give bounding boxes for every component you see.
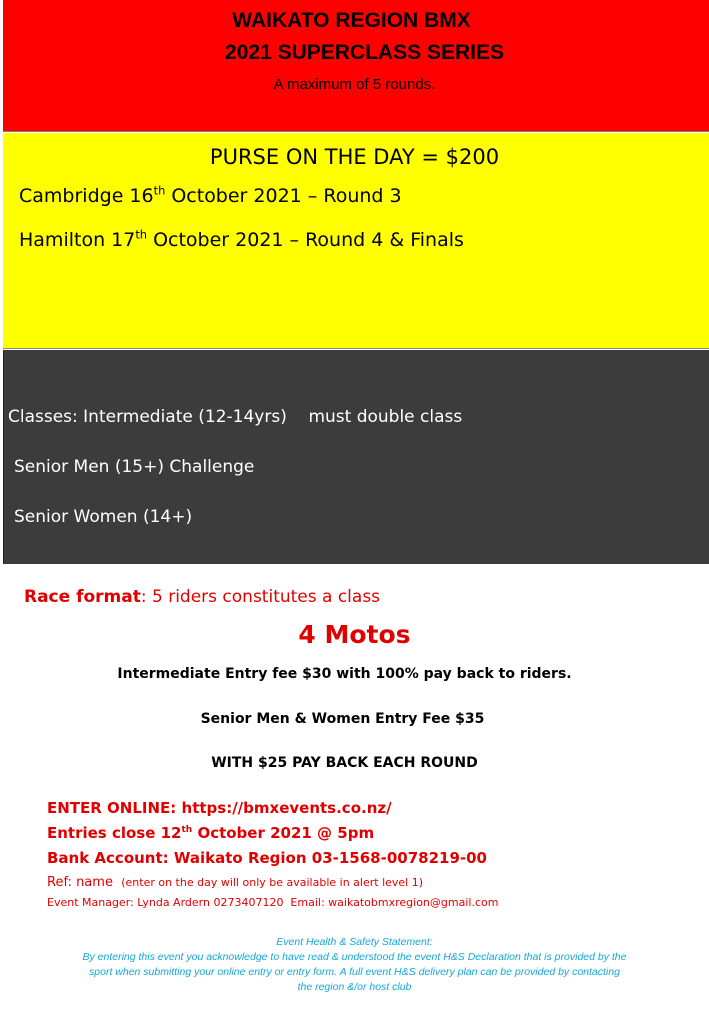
reference-line [47, 875, 423, 890]
round-4-line [19, 229, 464, 251]
round-3-pre: Cambridge 16 [19, 185, 154, 207]
race-format [24, 587, 380, 607]
entries-close-sup: th [181, 825, 193, 835]
entries-close [47, 824, 374, 842]
hs-line-2: sport when submitting your online entry or entry form. A full event H&S delivery plan can be provided by contacting [89, 966, 620, 978]
motos-heading: 4 Motos [298, 620, 411, 649]
round-4-pre: Hamilton 17 [19, 229, 136, 251]
entries-close-post: October 2021 @ 5pm [192, 824, 375, 842]
enter-online-link[interactable]: ENTER ONLINE: https://bmxevents.co.nz/ [47, 799, 392, 817]
round-3-line [19, 185, 402, 207]
entries-close-pre: Entries close 12 [47, 824, 182, 842]
round-4-post: October 2021 – Round 4 & Finals [147, 229, 464, 251]
purse-text: PURSE ON THE DAY = $200 [209, 145, 500, 169]
race-format-label: Race format [24, 587, 141, 607]
hs-line-3: the region &/or host club [297, 981, 412, 993]
payback-note: WITH $25 PAY BACK EACH ROUND [211, 755, 478, 771]
round-3-sup: th [153, 183, 166, 198]
series-subtitle: 2021 SUPERCLASS SERIES [225, 41, 504, 64]
health-safety-statement [0, 935, 709, 995]
race-format-text: : 5 riders constitutes a class [140, 587, 381, 607]
hs-heading: Event Health & Safety Statement: [276, 936, 433, 948]
reference-label: Ref: name [47, 875, 122, 890]
intermediate-fee: Intermediate Entry fee $30 with 100% pay back to riders. [117, 666, 572, 682]
senior-fee: Senior Men & Women Entry Fee $35 [200, 711, 485, 727]
series-title: WAIKATO REGION BMX [232, 9, 471, 32]
classes-intermediate: Classes: Intermediate (12-14yrs) must double class [8, 407, 463, 427]
classes-senior-women: Senior Women (14+) [14, 507, 193, 527]
classes-senior-men: Senior Men (15+) Challenge [14, 457, 255, 477]
reference-note: (enter on the day will only be available in alert level 1) [121, 876, 424, 889]
hs-line-1: By entering this event you acknowledge to have read & understood the event H&S Declaration that is provided by the [82, 951, 627, 963]
event-manager-contact: Event Manager: Lynda Ardern 0273407120 Email: waikatobmxregion@gmail.com [47, 896, 499, 909]
round-4-sup: th [135, 227, 148, 242]
round-3-post: October 2021 – Round 3 [165, 185, 402, 207]
bank-account: Bank Account: Waikato Region 03-1568-0078219-00 [47, 849, 487, 867]
rounds-note: A maximum of 5 rounds. [273, 76, 436, 93]
